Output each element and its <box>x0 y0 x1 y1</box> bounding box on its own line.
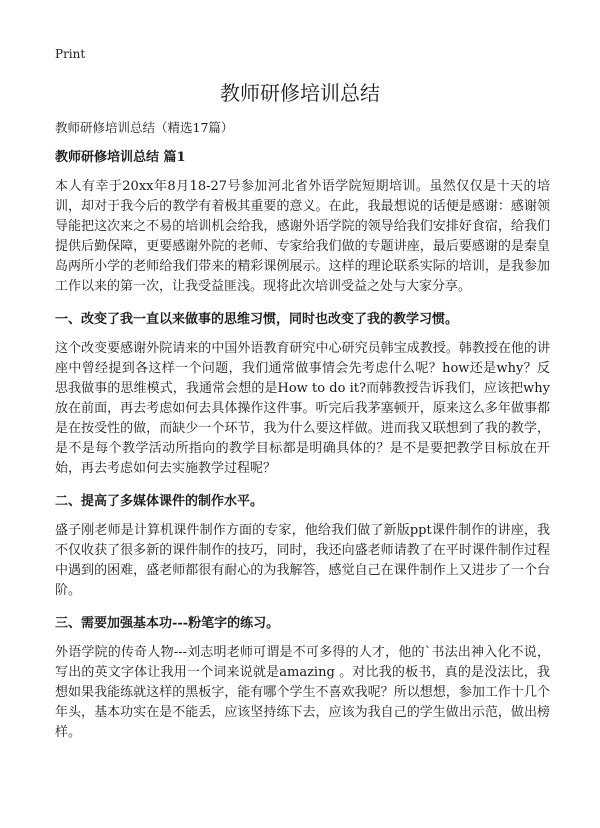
print-link[interactable]: Print <box>55 47 86 61</box>
document-subtitle: 教师研修培训总结（精选17篇） <box>55 120 234 135</box>
article-heading: 教师研修培训总结 篇1 <box>55 150 186 165</box>
section-heading-2: 二、提高了多媒体课件的制作水平。 <box>55 494 264 509</box>
section-heading-3: 三、需要加强基本功---粉笔字的练习。 <box>55 616 280 631</box>
page-title: 教师研修培训总结 <box>220 81 380 105</box>
section-body-1: 这个改变要感谢外院请来的中国外语教育研究中心研究员韩宝成教授。韩教授在他的讲座中曾经提到各这样一个问题，我们通常做事情会先考虑什么呢？how还是why？反思我做事的思维模式，我通常会想的是How to do it?而韩教授告诉我们，应该把why放在前面，再去考虑如何去具体操作这件事。听完后我茅塞顿开，原来这么多年做事都是在按受性的做，而缺少一个环节，我为什么要这样做。进而我又联想到了我的教学，是不是每个教学活动所指向的教学目标都是明确具体的？是不是要把教学目标放在开始，再去考虑如何去实施教学过程呢？ <box>55 341 550 476</box>
section-body-2: 盛子刚老师是计算机课件制作方面的专家，他给我们做了新版ppt课件制作的讲座，我不仅收获了很多新的课件制作的技巧，同时，我还向盛老师请教了在平时课件制作过程中遇到的困难，盛老师都很有耐心的为我解答，感觉自己在课件制作上又进步了一个台阶。 <box>55 523 550 598</box>
section-heading-1: 一、改变了我一直以来做事的思维习惯，同时也改变了我的教学习惯。 <box>55 312 459 327</box>
intro-paragraph: 本人有幸于20xx年8月18-27号参加河北省外语学院短期培训。虽然仅仅是十天的培训，却对于我今后的教学有着极其重要的意义。在此，我最想说的话便是感谢：感谢领导能把这次来之不易的培训机会给我，感谢外语学院的领导给我们安排好食宿，给我们提供后勤保障，更要感谢外院的老师、专家给我们做的专题讲座，最后要感谢的是秦皇岛两所小学的老师给我们带来的精彩课例展示。这样的理论联系实际的培训，是我参加工作以来的第一次，让我受益匪浅。现将此次培训受益之处与大家分享。 <box>55 179 550 294</box>
section-body-3: 外语学院的传奇人物---刘志明老师可谓是不可多得的人才，他的`书法出神入化不说，写出的英文字体让我用一个词来说就是amazing 。对比我的板书，真的是没法比，我想如果我能练就这样的黑板字，能有哪个学生不喜欢我呢？所以想想，参加工作十几个年头，基本功实在是不能丢，应该坚持练下去，应该为我自己的学生做出示范，做出榜样。 <box>55 645 550 740</box>
document-body <box>55 119 550 757</box>
